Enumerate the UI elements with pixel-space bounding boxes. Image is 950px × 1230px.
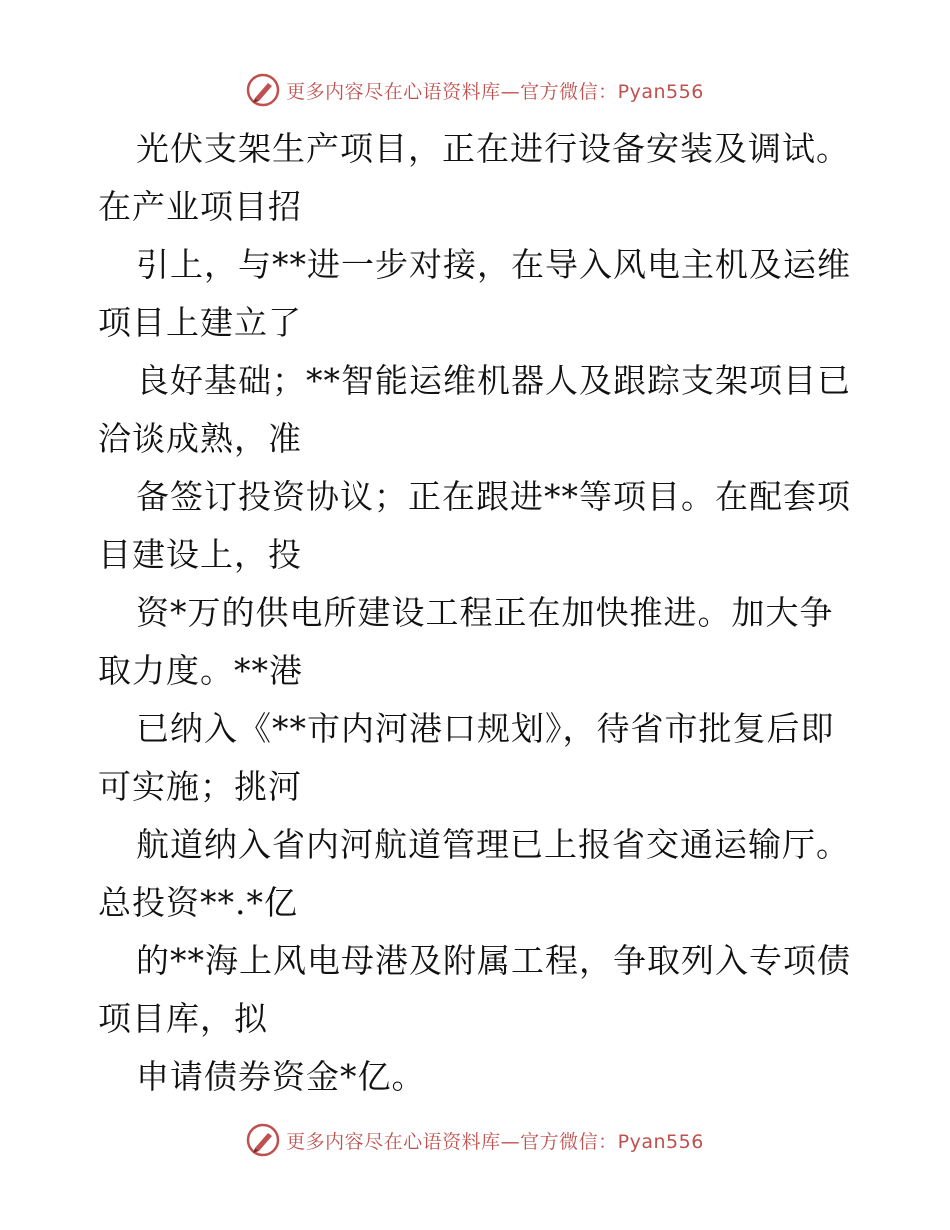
paragraph-line: 光伏支架生产项目，正在进行设备安装及调试。 [136, 129, 850, 168]
paragraph-line: 的**海上风电母港及附属工程，争取列入专项债 [136, 941, 851, 980]
watermark-text: 更多内容尽在心语资料库—官方微信：Pyan556 [286, 1130, 704, 1153]
paragraph [98, 120, 858, 236]
paragraph-line: 总投资**.*亿 [98, 883, 298, 922]
paragraph-line: 已纳入《**市内河港口规划》，待省市批复后即 [136, 709, 835, 748]
paragraph [98, 352, 858, 468]
paragraph [98, 236, 858, 352]
paragraph-line: 备签订投资协议；正在跟进**等项目。在配套项 [136, 477, 851, 516]
watermark-text: 更多内容尽在心语资料库—官方微信：Pyan556 [286, 80, 704, 103]
paragraph-line: 可实施；挑河 [98, 767, 302, 806]
paragraph-line: 在产业项目招 [98, 187, 302, 226]
paragraph-line: 申请债券资金*亿。 [136, 1057, 426, 1096]
body-text [98, 120, 858, 1106]
paragraph-line: 取力度。**港 [98, 651, 303, 690]
paragraph-line: 目建设上，投 [98, 535, 302, 574]
pen-logo-icon [246, 1123, 280, 1157]
paragraph [98, 700, 858, 816]
paragraph-line: 项目库，拟 [98, 999, 268, 1038]
paragraph [98, 1048, 858, 1106]
header-watermark [0, 72, 950, 108]
paragraph-line: 资*万的供电所建设工程正在加快推进。加大争 [136, 593, 834, 632]
paragraph [98, 816, 858, 932]
pen-logo-icon [246, 73, 280, 107]
paragraph [98, 932, 858, 1048]
paragraph-line: 良好基础；**智能运维机器人及跟踪支架项目已 [136, 361, 851, 400]
paragraph-line: 洽谈成熟，准 [98, 419, 302, 458]
paragraph [98, 468, 858, 584]
paragraph-line: 航道纳入省内河航道管理已上报省交通运输厅。 [136, 825, 850, 864]
paragraph-line: 项目上建立了 [98, 303, 302, 342]
paragraph [98, 584, 858, 700]
footer-watermark [0, 1122, 950, 1158]
paragraph-line: 引上，与**进一步对接，在导入风电主机及运维 [136, 245, 851, 284]
